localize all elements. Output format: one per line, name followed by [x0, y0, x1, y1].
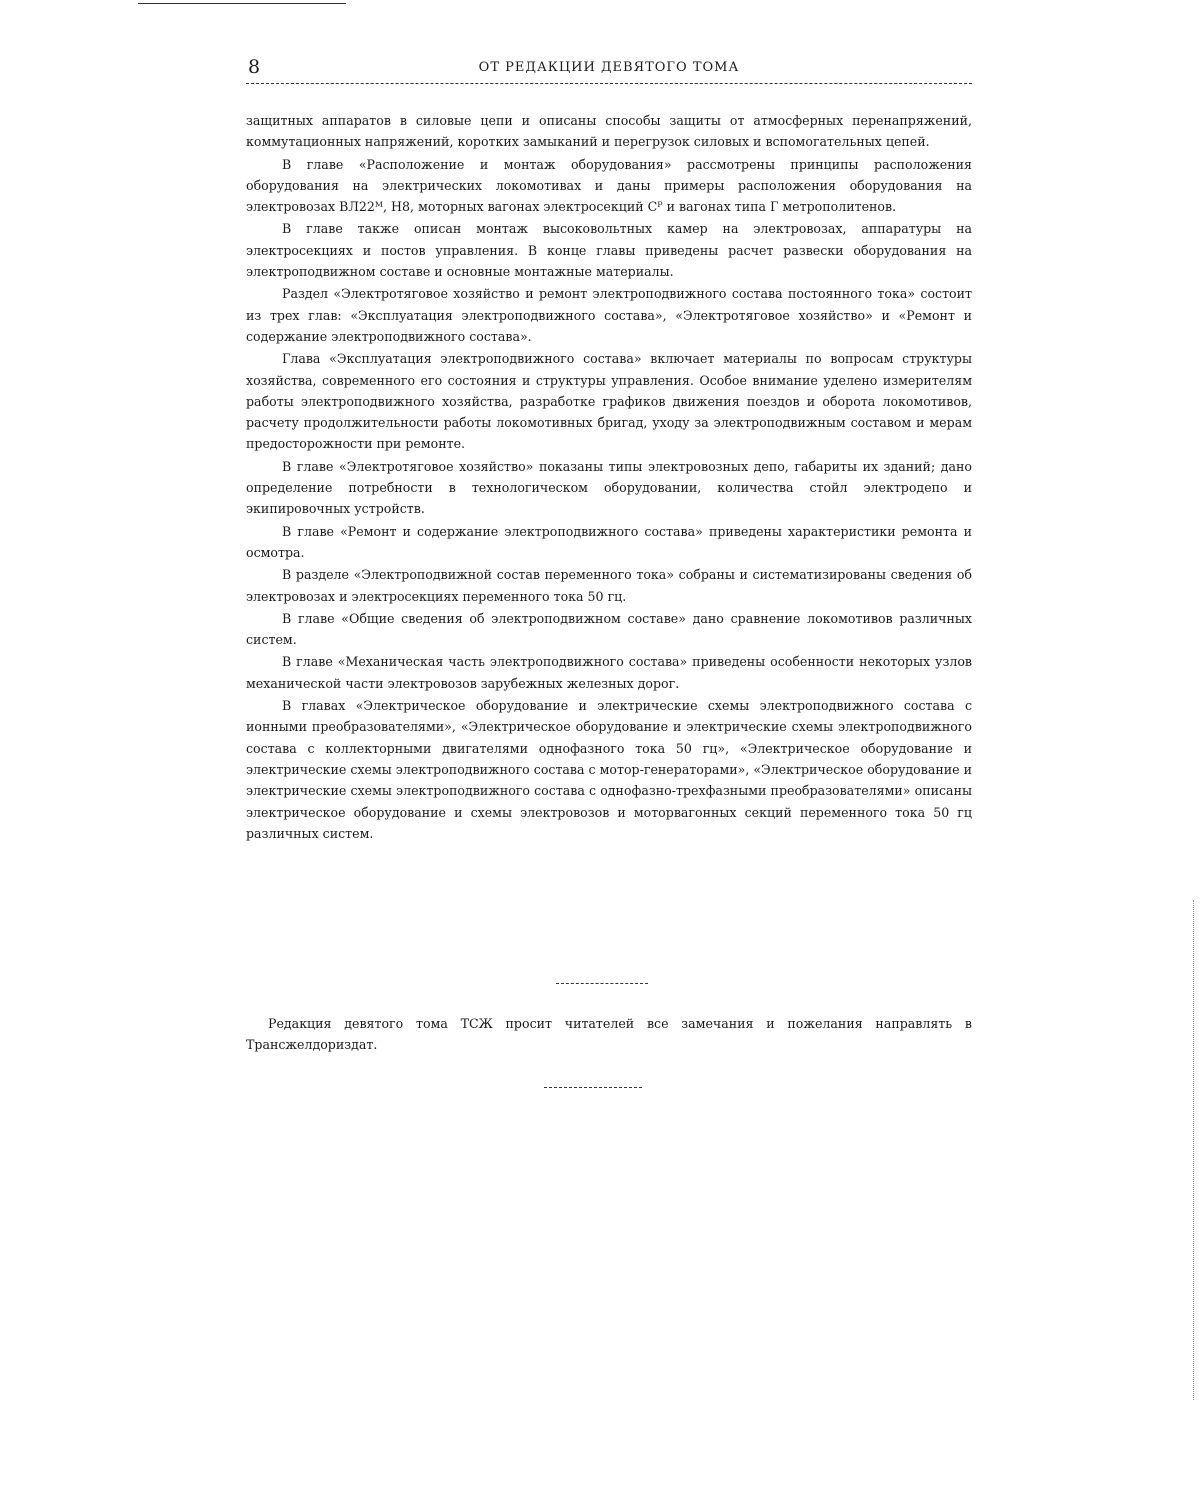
editorial-note: Редакция девятого тома ТСЖ просит читателей все замечания и пожелания направлять в Трансжелдориздат.: [246, 1016, 972, 1053]
header-rule: [246, 83, 972, 84]
running-head: ОТ РЕДАКЦИИ ДЕВЯТОГО ТОМА: [478, 60, 740, 75]
body-text: [246, 110, 972, 845]
page-number: 8: [248, 56, 261, 78]
paragraph: В разделе «Электроподвижной состав переменного тока» собраны и систематизированы сведения об электровозах и электросекциях переменного тока 50 гц.: [246, 567, 972, 604]
paragraph: В главах «Электрическое оборудование и электрические схемы электроподвижного состава с ионными преобразователями», «Электрическое оборудование и электрические схемы электроподвижного состава с коллекторными двигателями однофазного тока 50 гц», «Электрическое оборудование и электрические схемы электроподвижного состава с мотор-генераторами», «Электрическое оборудование и электрические схемы электроподвижного состава с однофазно-трехфазными преобразователями» описаны электрическое оборудование и схемы электровозов и моторвагонных секций переменного тока 50 гц различных систем.: [246, 698, 972, 841]
paragraph: В главе также описан монтаж высоковольтных камер на электровозах, аппаратуры на электросекциях и постов управления. В конце главы приведены расчет развески оборудования на электроподвижном составе и основные монтажные материалы.: [246, 221, 972, 280]
page-header: [246, 56, 972, 90]
paragraph: В главе «Ремонт и содержание электроподвижного состава» приведены характеристики ремонта и осмотра.: [246, 523, 972, 560]
scan-edge-mark: [138, 0, 346, 4]
paragraph: В главе «Общие сведения об электроподвижном составе» дано сравнение локомотивов различных систем.: [246, 610, 972, 648]
paragraph: В главе «Механическая часть электроподвижного состава» приведены особенности некоторых узлов механической части электровозов зарубежных железных дорог.: [246, 654, 972, 691]
paragraph: Глава «Эксплуатация электроподвижного состава» включает материалы по вопросам структуры хозяйства, современного его состояния и структуры управления. Особое внимание уделено измерителям работы электроподвижного хозяйства, разработке графиков движения поездов и оборота локомотивов, расчету продолжительности работы локомотивных бригад, уходу за электроподвижным составом и мерам предосторожности при ремонте.: [246, 351, 972, 452]
paragraph: В главе «Электротяговое хозяйство» показаны типы электровозных депо, габариты их зданий; дано определение потребности в технологическом оборудовании, количества стойл электродепо и экипировочных устройств.: [246, 458, 972, 517]
end-divider: [544, 1087, 642, 1088]
paragraph: Раздел «Электротяговое хозяйство и ремонт электроподвижного состава постоянного тока» состоит из трех глав: «Эксплуатация электроподвижного состава», «Электротяговое хозяйство» и «Ремонт и содержание электроподвижного состава».: [246, 286, 972, 344]
paragraph: В главе «Расположение и монтаж оборудования» рассмотрены принципы расположения оборудования на электрических локомотивах и даны примеры расположения оборудования на электровозах ВЛ22ᴹ, Н8, моторных вагонах электросекций Сᴾ и вагонах типа Г метрополитенов.: [246, 156, 972, 215]
paragraph: защитных аппаратов в силовые цепи и описаны способы защиты от атмосферных перенапряжений, коммутационных напряжений, коротких замыканий и перегрузок силовых и вспомогательных цепей.: [246, 113, 972, 150]
scan-edge-mark: [1193, 900, 1194, 1400]
section-divider: [556, 983, 648, 984]
